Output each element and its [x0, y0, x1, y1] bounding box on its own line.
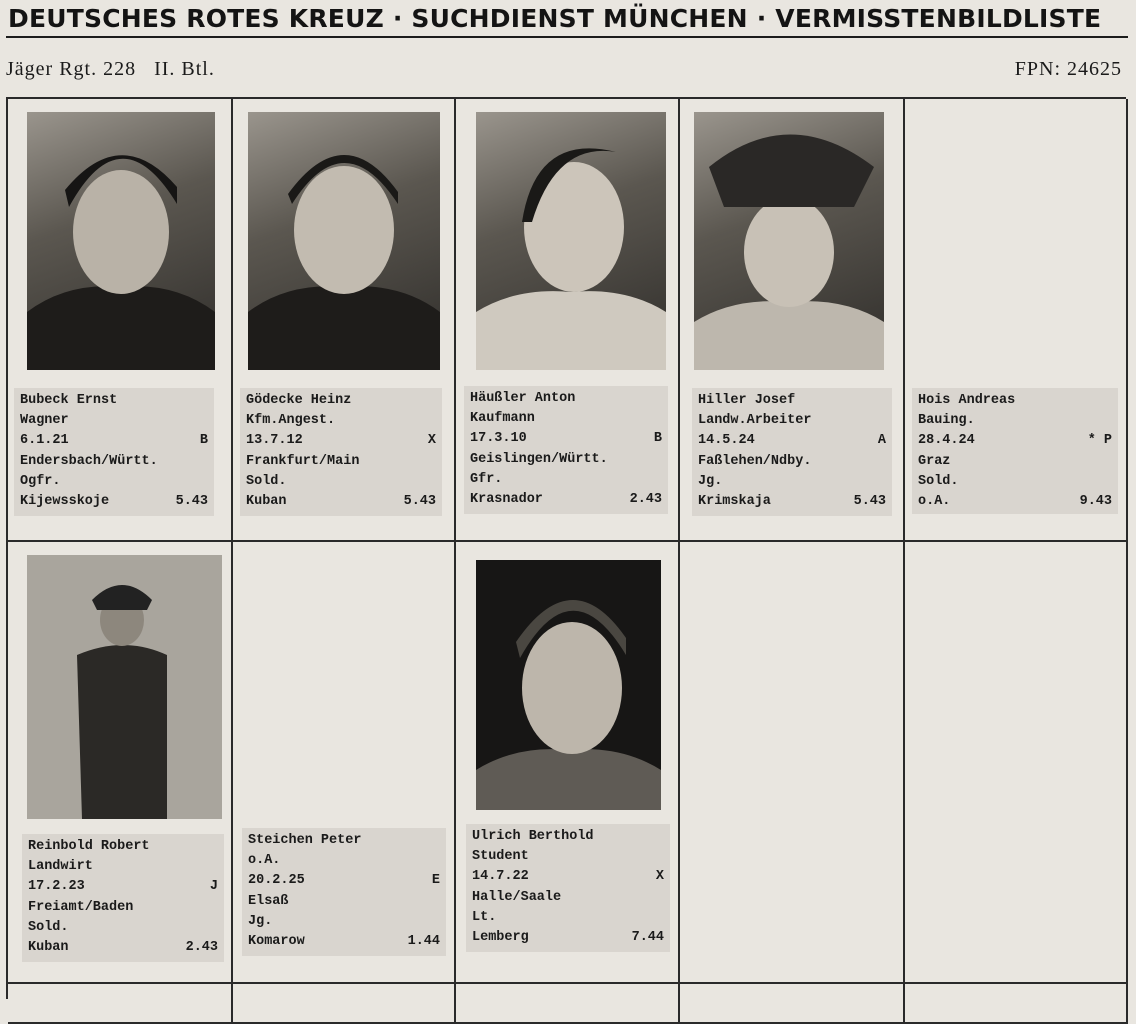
fpn-label: FPN: 24625 — [1014, 58, 1122, 80]
entry-place: Kuban — [246, 493, 287, 509]
entry-name: Ulrich Berthold — [472, 829, 594, 844]
entry-date: 2.43 — [629, 491, 662, 507]
entry-code: A — [877, 433, 886, 449]
entry-date: 1.44 — [407, 933, 440, 949]
entry-caption — [22, 834, 224, 962]
entry-occupation: o.A. — [248, 853, 281, 869]
entry-name: Häußler Anton — [470, 391, 576, 406]
entry-occupation: Kfm.Angest. — [246, 413, 336, 429]
entry-caption — [240, 388, 442, 516]
entry-name: Hois Andreas — [918, 393, 1016, 408]
entry-birth-date: 14.7.22 — [472, 869, 529, 885]
entry-birthplace: Frankfurt/Main — [246, 453, 360, 469]
grid-cell — [680, 984, 905, 1024]
entry-code: X — [655, 869, 664, 885]
entry-code: B — [653, 431, 662, 447]
grid-cell — [680, 542, 905, 984]
portrait-photo — [248, 112, 440, 370]
entry-place: o.A. — [918, 493, 951, 509]
entry-birth-date: 20.2.25 — [248, 873, 305, 889]
entry-birthplace: Halle/Saale — [472, 889, 562, 905]
entry-birth-date: 28.4.24 — [918, 433, 975, 449]
entry-occupation: Landwirt — [28, 859, 93, 875]
entry-place: Lemberg — [472, 929, 529, 945]
entry-name: Steichen Peter — [248, 833, 362, 848]
entry-caption — [14, 388, 214, 516]
entry-code: * P — [1087, 433, 1112, 449]
grid-cell — [233, 984, 456, 1024]
entry-rank: Sold. — [918, 473, 959, 489]
entry-rank: Jg. — [248, 913, 273, 929]
entry-birthplace: Freiamt/Baden — [28, 899, 134, 915]
entry-rank: Ogfr. — [20, 473, 61, 489]
title-rule — [6, 36, 1128, 38]
entry-place: Kijewsskoje — [20, 493, 110, 509]
entry-place: Krimskaja — [698, 493, 771, 509]
entry-occupation: Student — [472, 849, 529, 865]
entry-occupation: Wagner — [20, 413, 69, 429]
entry-birth-date: 14.5.24 — [698, 433, 755, 449]
entry-code: X — [427, 433, 436, 449]
entry-rank: Sold. — [28, 919, 69, 935]
entry-birth-date: 17.2.23 — [28, 879, 85, 895]
entry-birthplace: Graz — [918, 453, 951, 469]
entry-rank: Sold. — [246, 473, 287, 489]
entry-place: Krasnador — [470, 491, 543, 507]
entry-birthplace: Geislingen/Württ. — [470, 451, 608, 467]
entry-date: 5.43 — [175, 493, 208, 509]
entry-rank: Jg. — [698, 473, 723, 489]
entry-caption — [466, 824, 670, 952]
entry-place: Kuban — [28, 939, 69, 955]
grid-cell — [8, 984, 233, 1024]
portrait-photo — [694, 112, 884, 370]
entry-caption — [912, 388, 1118, 514]
unit-label: Jäger Rgt. 228 II. Btl. — [6, 58, 215, 80]
entry-birth-date: 17.3.10 — [470, 431, 527, 447]
entry-occupation: Landw.Arbeiter — [698, 413, 812, 429]
grid-cell — [905, 984, 1128, 1024]
entry-name: Bubeck Ernst — [20, 393, 118, 408]
grid-cell — [905, 542, 1128, 984]
entry-code: J — [209, 879, 218, 895]
page-title: DEUTSCHES ROTES KREUZ · SUCHDIENST MÜNCHEN · VERMISSTENBILDLISTE — [8, 4, 1102, 33]
entry-caption — [464, 386, 668, 514]
portrait-photo — [476, 112, 666, 370]
portrait-photo — [476, 560, 661, 810]
entry-birthplace: Endersbach/Württ. — [20, 453, 158, 469]
entry-date: 2.43 — [185, 939, 218, 955]
entry-birthplace: Faßlehen/Ndby. — [698, 453, 812, 469]
entry-birth-date: 6.1.21 — [20, 433, 69, 449]
portrait-photo — [27, 112, 215, 370]
entry-occupation: Kaufmann — [470, 411, 535, 427]
entry-code: E — [431, 873, 440, 889]
entry-date: 9.43 — [1079, 493, 1112, 509]
entry-caption — [692, 388, 892, 516]
entry-occupation: Bauing. — [918, 413, 975, 429]
entry-name: Reinbold Robert — [28, 839, 150, 854]
entry-rank: Lt. — [472, 909, 497, 925]
entry-rank: Gfr. — [470, 471, 503, 487]
entry-date: 5.43 — [853, 493, 886, 509]
entry-code: B — [199, 433, 208, 449]
portrait-photo — [27, 555, 222, 819]
entry-name: Gödecke Heinz — [246, 393, 352, 408]
entry-caption — [242, 828, 446, 956]
entry-birth-date: 13.7.12 — [246, 433, 303, 449]
entry-birthplace: Elsaß — [248, 893, 289, 909]
entry-name: Hiller Josef — [698, 393, 796, 408]
entry-place: Komarow — [248, 933, 305, 949]
grid-cell — [456, 984, 680, 1024]
entry-date: 7.44 — [631, 929, 664, 945]
entry-date: 5.43 — [403, 493, 436, 509]
